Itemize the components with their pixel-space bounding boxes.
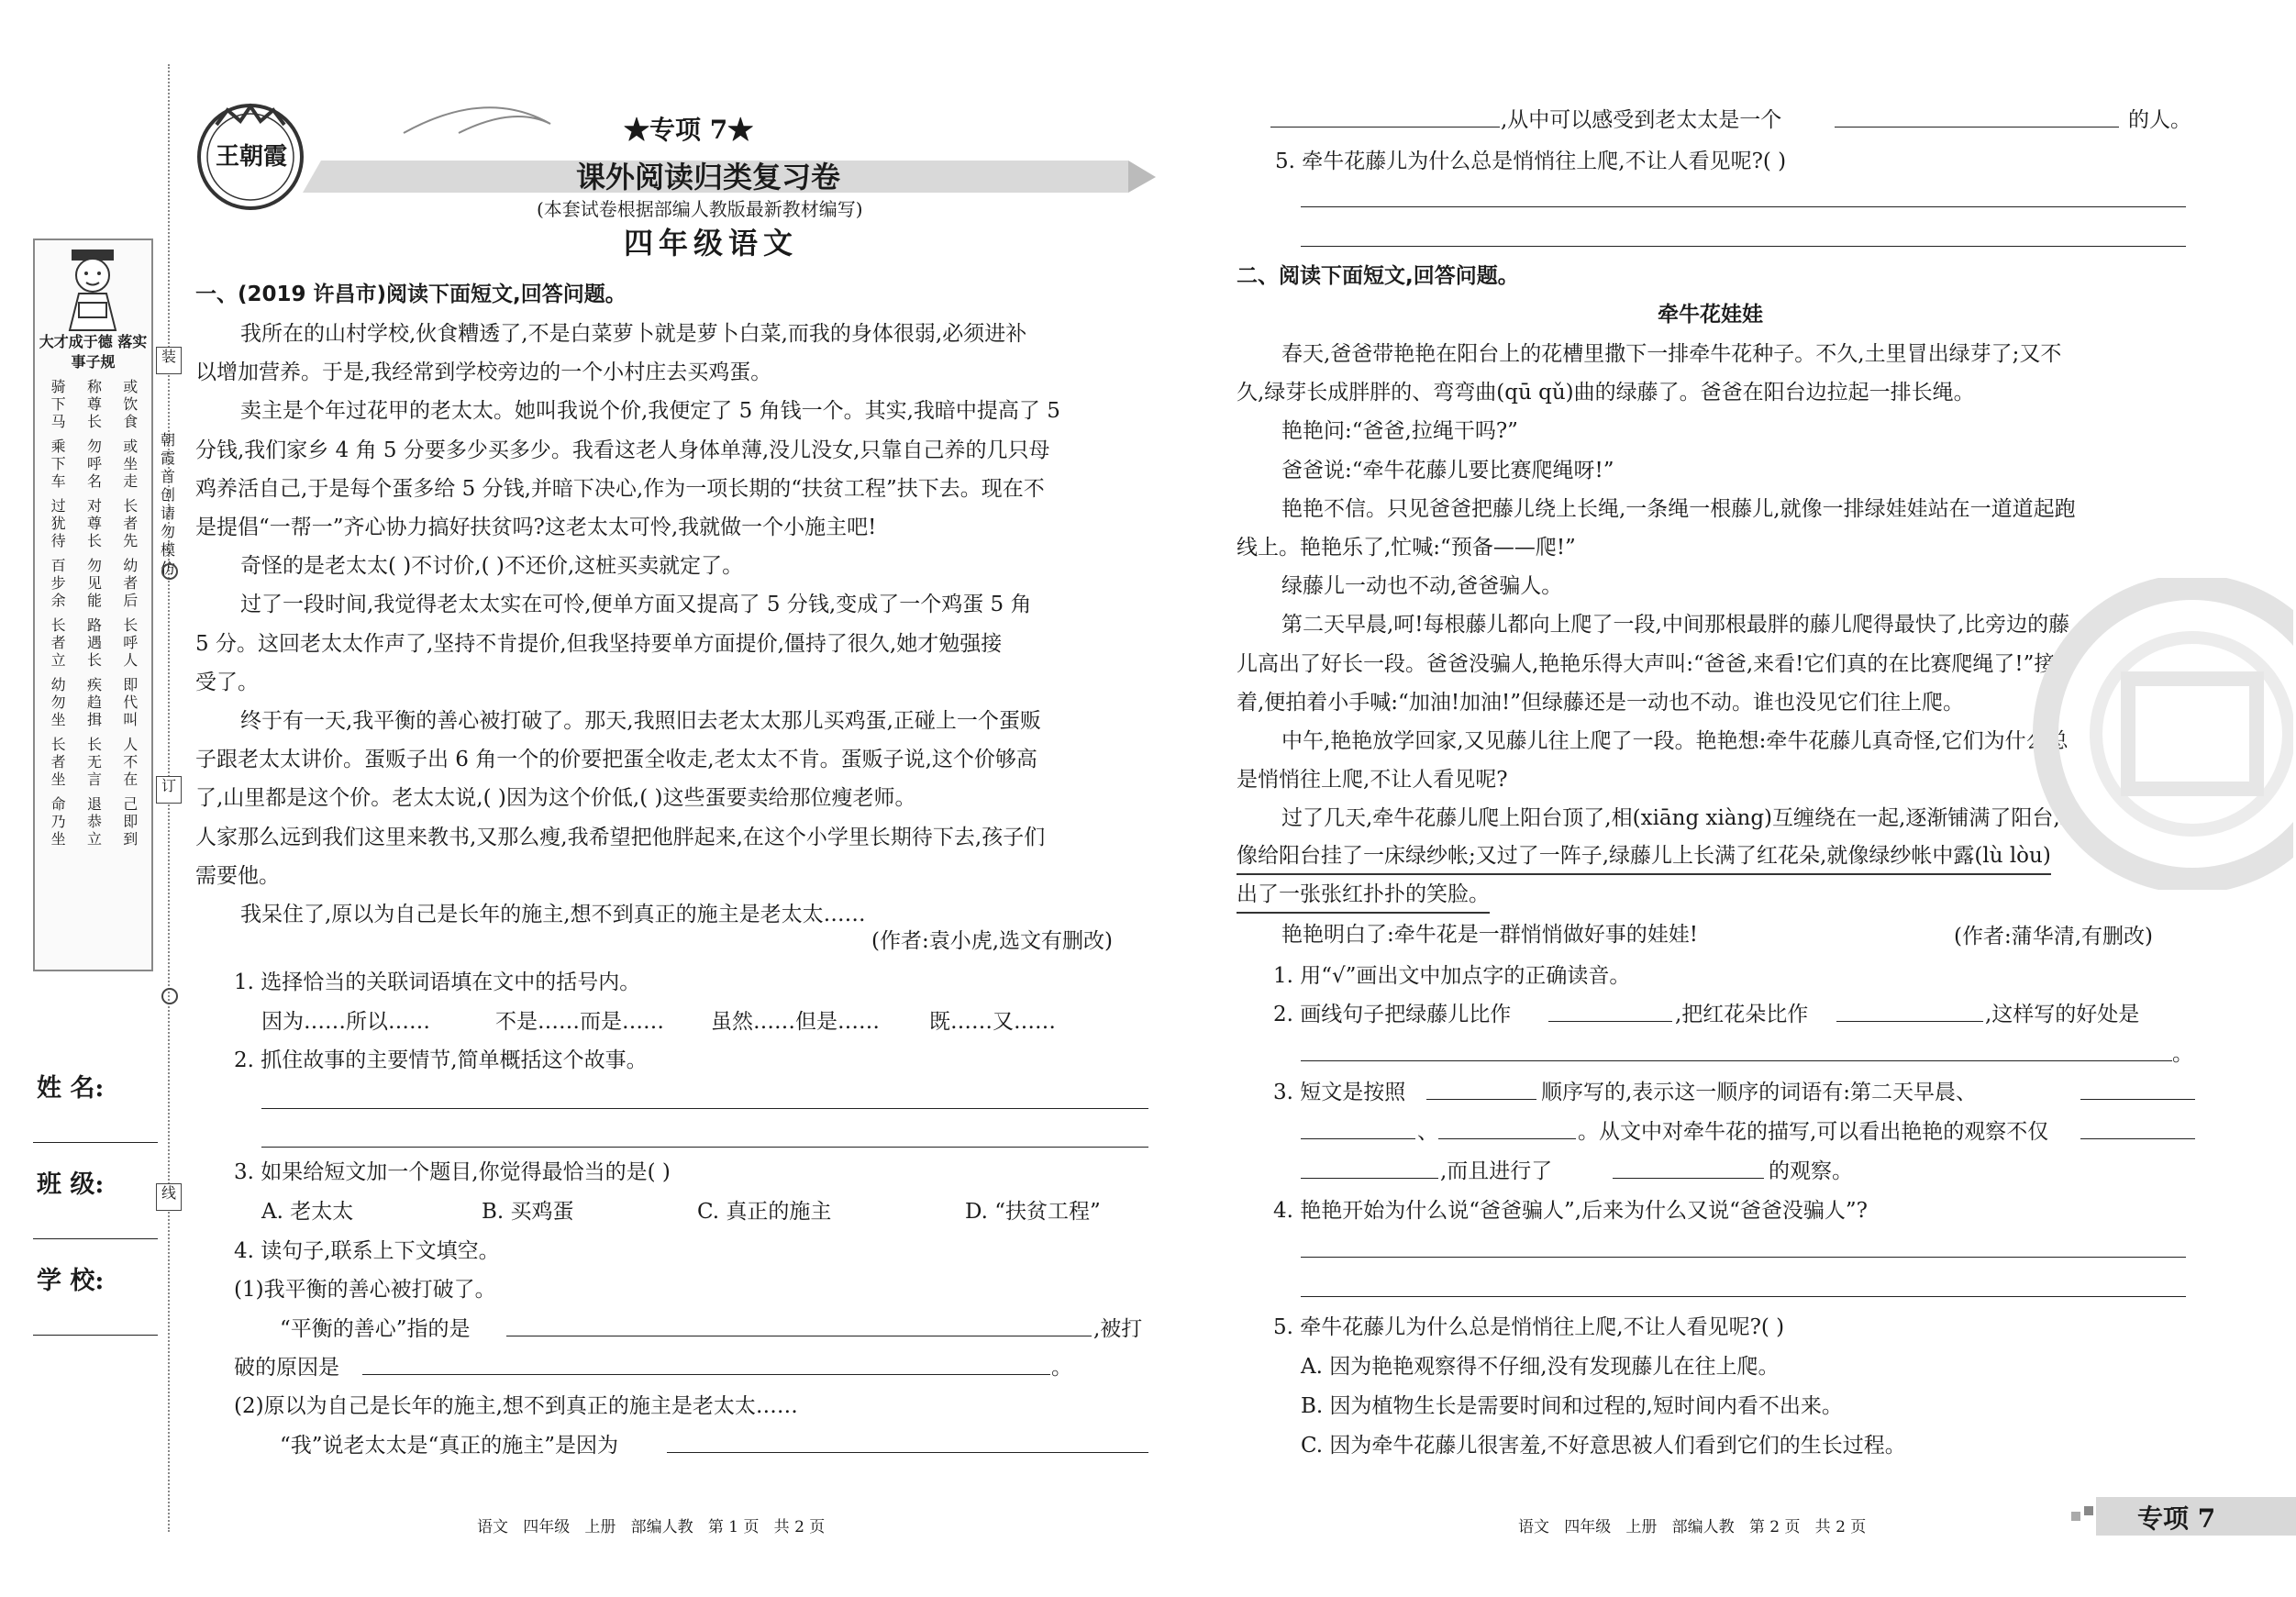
q1-option: 虽然……但是…… <box>711 1010 880 1034</box>
rule-column: 乘下车 <box>50 438 66 490</box>
passage1-line: 分钱,我们家乡 4 角 5 分要多少买多少。我看这老人身体单薄,没儿没女,只靠自己养的几只母 <box>195 438 1050 462</box>
rule-column: 勿见能 <box>86 557 102 609</box>
scholar-figure-icon <box>51 246 134 333</box>
q4-1b-text: 破的原因是 <box>234 1356 339 1380</box>
cut-label: 装 <box>156 347 182 374</box>
school-field[interactable] <box>33 1335 158 1336</box>
passage1-line: 终于有一天,我平衡的善心被打破了。那天,我照旧去老太太那儿买鸡蛋,正碰上一个蛋贩 <box>240 709 1041 733</box>
rule-column: 骑下马 <box>50 378 66 430</box>
r-q3c: 、 <box>1417 1120 1438 1144</box>
answer-line[interactable] <box>1438 1138 1576 1139</box>
passage2-line: 久,绿芽长成胖胖的、弯弯曲(qū qǔ)曲的绿藤了。爸爸在阳台边拉起一排长绳。 <box>1237 381 1975 405</box>
r-q2c: ,这样写的好处是 <box>1985 1003 2140 1026</box>
r-q3b: 顺序写的,表示这一顺序的词语有:第二天早晨、 <box>1541 1081 1978 1104</box>
rule-column: 命乃坐 <box>50 795 66 848</box>
passage2-line: 艳艳明白了:牵牛花是一群悄悄做好事的娃娃! <box>1281 923 1698 947</box>
q4-1a-end: ,被打 <box>1093 1317 1143 1341</box>
answer-line[interactable] <box>2080 1138 2195 1139</box>
passage1-line: 5 分。这回老太太作声了,坚持不肯提价,但我坚持要单方面提价,僵持了很久,她才勉强接 <box>195 631 1003 656</box>
story-title: 牵牛花娃娃 <box>1658 303 1763 327</box>
q1-option: 既……又…… <box>929 1010 1056 1034</box>
q3-option[interactable]: D. “扶贫工程” <box>965 1200 1101 1224</box>
rule-column: 长者坐 <box>50 736 66 788</box>
rule-column: 长无言 <box>86 736 102 788</box>
answer-line[interactable] <box>1301 1178 1438 1179</box>
passage1-line: 人家那么远到我们这里来教书,又那么瘦,我希望把他胖起来,在这个小学里长期待下去,孩子们 <box>195 825 1046 849</box>
answer-line[interactable] <box>1613 1178 1764 1179</box>
passage1-line: 奇怪的是老太太( )不讨价,( )不还价,这桩买卖就定了。 <box>240 554 744 579</box>
q3-option[interactable]: C. 真正的施主 <box>697 1200 832 1224</box>
passage2-line: 过了几天,牵牛花藤儿爬上阳台顶了,相(xiāng xiàng)互缠绕在一起,逐渐铺满了阳台,就 <box>1281 806 2081 831</box>
series-label: ★专项 7★ <box>624 115 754 145</box>
r-top-line-mid: ,从中可以感受到老太太是一个 <box>1501 108 1782 132</box>
rule-column: 百步余 <box>50 557 66 609</box>
grade-title: 四年级语文 <box>624 226 799 261</box>
passage1-line: 鸡养活自己,于是每个蛋多给 5 分钱,并暗下决心,作为一项长期的“扶贫工程”扶下去。现在不 <box>195 476 1045 501</box>
r-q4-text: 4. 艳艳开始为什么说“爸爸骗人”,后来为什么又说“爸爸没骗人”? <box>1273 1199 1868 1223</box>
passage2-line: 出了一张张红扑扑的笑脸。 <box>1237 877 1490 914</box>
r-q3a: 3. 短文是按照 <box>1273 1081 1406 1104</box>
rule-column: 幼者后 <box>123 557 139 609</box>
corner-tag: 专项 7 <box>2137 1503 2216 1534</box>
rule-column: 己即到 <box>123 795 139 848</box>
rule-column: 人不在 <box>123 736 139 788</box>
answer-line[interactable] <box>1835 127 2119 128</box>
corner-dot <box>2071 1512 2080 1521</box>
q4-2a-text: “我”说老太太是“真正的施主”是因为 <box>280 1434 619 1458</box>
page2-footer: 语文 四年级 上册 部编人教 第 2 页 共 2 页 <box>1518 1518 1867 1536</box>
passage1-line: 是提倡“一帮一”齐心协力搞好扶贫吗?这老太太可怜,我就做一个小施主吧! <box>195 516 877 539</box>
cut-label: 线 <box>156 1183 182 1211</box>
q4-1-text: (1)我平衡的善心被打破了。 <box>234 1278 496 1302</box>
passage2-author: (作者:蒲华清,有删改) <box>1954 925 2154 948</box>
r-q3e: ,而且进行了 <box>1440 1159 1553 1183</box>
r-q3d: 。从文中对牵牛花的描写,可以看出艳艳的观察不仅 <box>1578 1120 2049 1144</box>
answer-line[interactable] <box>1270 127 1500 128</box>
answer-line[interactable] <box>261 1147 1148 1148</box>
r-q5-option-b: B. 因为植物生长是需要时间和过程的,短时间内看不出来。 <box>1301 1394 1843 1418</box>
passage2-line: 线上。艳艳乐了,忙喊:“预备——爬!” <box>1237 536 1576 560</box>
passage1-line: 以增加营养。于是,我经常到学校旁边的一个小村庄去买鸡蛋。 <box>195 360 772 385</box>
section1-title: 一、(2019 许昌市)阅读下面短文,回答问题。 <box>195 283 627 306</box>
rule-column: 路遇长 <box>86 616 102 669</box>
r-q5b-text: 5. 牵牛花藤儿为什么总是悄悄往上爬,不让人看见呢?( ) <box>1273 1315 1785 1339</box>
r-q5-option-a: A. 因为艳艳观察得不仔细,没有发现藤儿在往上爬。 <box>1301 1355 1780 1379</box>
rule-column: 即代叫 <box>123 676 139 728</box>
rule-column: 长者先 <box>123 497 139 549</box>
r-q2b: ,把红花朵比作 <box>1675 1003 1809 1026</box>
passage2-line: 艳艳问:“爸爸,拉绳干吗?” <box>1281 419 1518 444</box>
punch-hole-icon <box>160 986 180 1006</box>
name-field[interactable] <box>33 1142 158 1143</box>
answer-line[interactable] <box>362 1374 1050 1375</box>
answer-line[interactable] <box>1301 246 2186 247</box>
passage2-line: 爸爸说:“牵牛花藤儿要比赛爬绳呀!” <box>1281 458 1614 482</box>
r-q5-option-c: C. 因为牵牛花藤儿很害羞,不好意思被人们看到它们的生长过程。 <box>1301 1434 1906 1458</box>
answer-line[interactable] <box>667 1452 1148 1453</box>
rule-column: 退恭立 <box>86 795 102 848</box>
q3-option[interactable]: B. 买鸡蛋 <box>482 1200 574 1224</box>
q1-option: 因为……所以…… <box>261 1010 430 1034</box>
r-q2a: 2. 画线句子把绿藤儿比作 <box>1273 1003 1512 1026</box>
passage1-line: 过了一段时间,我觉得老太太实在可怜,便单方面又提高了 5 分钱,变成了一个鸡蛋 5 角 <box>240 593 1032 617</box>
page1-footer: 语文 四年级 上册 部编人教 第 1 页 共 2 页 <box>477 1518 826 1536</box>
q4-text: 4. 读句子,联系上下文填空。 <box>234 1239 500 1263</box>
rule-column: 或坐走 <box>123 438 139 490</box>
corner-dot <box>2084 1506 2093 1515</box>
q3-text: 3. 如果给短文加一个题目,你觉得最恰当的是( ) <box>234 1160 671 1184</box>
rule-column: 称尊长 <box>86 378 102 430</box>
rule-column: 勿呼名 <box>86 438 102 490</box>
q4-2-text: (2)原以为自己是长年的施主,想不到真正的施主是老太太…… <box>234 1394 798 1418</box>
paper-note: (本套试卷根据部编人教版最新教材编写) <box>537 198 863 220</box>
punch-hole-icon <box>160 561 180 582</box>
answer-line[interactable] <box>1548 1021 1672 1022</box>
answer-line[interactable] <box>1301 206 2186 207</box>
r-q2-end: 。 <box>2172 1042 2193 1066</box>
answer-line[interactable] <box>2080 1099 2195 1100</box>
rule-column: 对尊长 <box>86 497 102 549</box>
paper-title: 课外阅读归类复习卷 <box>576 160 841 194</box>
passage2-line: 春天,爸爸带艳艳在阳台上的花槽里撒下一排牵牛花种子。不久,土里冒出绿芽了;又不 <box>1281 342 2062 366</box>
passage1-line: 受了。 <box>195 670 259 694</box>
passage2-line: 儿高出了好长一段。爸爸没骗人,艳艳乐得大声叫:“爸爸,来看!它们真的在比赛爬绳了!”接 <box>1237 651 2056 676</box>
answer-line[interactable] <box>261 1108 1148 1109</box>
rule-column: 长呼人 <box>123 616 139 669</box>
passage2-line: 像给阳台挂了一床绿纱帐;又过了一阵子,绿藤儿上长满了红花朵,就像绿纱帐中露(lù lòu) <box>1237 838 2051 875</box>
rules-columns <box>40 378 150 855</box>
passage1-author: (作者:袁小虎,选文有删改) <box>871 929 1114 953</box>
r-q1-text: 1. 用“√”画出文中加点字的正确读音。 <box>1273 964 1631 988</box>
q1-text: 1. 选择恰当的关联词语填在文中的括号内。 <box>234 970 641 994</box>
answer-line[interactable] <box>1301 1296 2186 1297</box>
q1-option: 不是……而是…… <box>495 1010 664 1034</box>
passage2-line: 第二天早晨,呵!每根藤儿都向上爬了一段,中间那根最胖的藤儿爬得最快了,比旁边的藤 <box>1281 613 2070 638</box>
passage1-line: 需要他。 <box>195 863 280 888</box>
passage2-line: 是悄悄往上爬,不让人看见呢? <box>1237 768 1508 793</box>
passage1-line: 子跟老太太讲价。蛋贩子出 6 角一个的价要把蛋全收走,老太太不肯。蛋贩子说,这个价够高 <box>195 748 1037 772</box>
passage1-line: 我呆住了,原以为自己是长年的施主,想不到真正的施主是老太太…… <box>240 903 866 926</box>
passage2-line: 绿藤儿一动也不动,爸爸骗人。 <box>1281 574 1563 599</box>
q3-option[interactable]: A. 老太太 <box>261 1200 354 1224</box>
passage1-line: 我所在的山村学校,伙食糟透了,不是白菜萝卜就是萝卜白菜,而我的身体很弱,必须进补 <box>240 322 1027 346</box>
motto-panel <box>33 238 153 971</box>
brand-logo-text: 王朝霞 <box>215 143 287 171</box>
r-q3f: 的观察。 <box>1769 1159 1853 1183</box>
motto-text: 大才成于德 落实事子规 <box>39 333 148 371</box>
passage2-line: 艳艳不信。只见爸爸把藤儿绕上长绳,一条绳一根藤儿,就像一排绿娃娃站在一道道起跑 <box>1281 496 2076 521</box>
rule-column: 幼勿坐 <box>50 676 66 728</box>
watermark-seal-icon <box>2018 578 2293 890</box>
rule-column: 长者立 <box>50 616 66 669</box>
answer-line[interactable] <box>1301 1060 2172 1061</box>
answer-line[interactable] <box>1301 1257 2186 1258</box>
section2-title: 二、阅读下面短文,回答问题。 <box>1237 264 1519 288</box>
q4-1b-end: 。 <box>1051 1356 1072 1380</box>
passage1-line: 了,山里都是这个价。老太太说,( )因为这个价低,( )这些蛋要卖给那位瘦老师。 <box>195 786 916 811</box>
class-label: 班 级: <box>37 1170 105 1199</box>
school-label: 学 校: <box>37 1267 105 1295</box>
r-top-line-end: 的人。 <box>2128 108 2191 132</box>
answer-line[interactable] <box>1836 1021 1983 1022</box>
rule-column: 或饮食 <box>123 378 139 430</box>
class-field[interactable] <box>33 1238 158 1239</box>
cut-label: 订 <box>156 776 182 804</box>
q2-text: 2. 抓住故事的主要情节,简单概括这个故事。 <box>234 1048 648 1072</box>
r-q5-text: 5. 牵牛花藤儿为什么总是悄悄往上爬,不让人看见呢?( ) <box>1275 150 1787 173</box>
answer-line[interactable] <box>1301 1138 1415 1139</box>
passage1-line: 卖主是个年过花甲的老太太。她叫我说个价,我便定了 5 角钱一个。其实,我暗中提高了 5 <box>240 399 1060 424</box>
passage2-line: 中午,艳艳放学回家,又见藤儿往上爬了一段。艳艳想:牵牛花藤儿真奇怪,它们为什么总 <box>1281 729 2069 753</box>
name-label: 姓 名: <box>37 1074 105 1103</box>
q4-1a-text: “平衡的善心”指的是 <box>280 1317 471 1341</box>
rule-column: 过犹待 <box>50 497 66 549</box>
rule-column: 疾趋揖 <box>86 676 102 728</box>
answer-line[interactable] <box>1426 1099 1536 1100</box>
passage2-line: 着,便拍着小手喊:“加油!加油!”但绿藤还是一动也不动。谁也没见它们往上爬。 <box>1237 690 1965 715</box>
vertical-note: 朝霞首创 请勿模仿 <box>160 431 175 577</box>
